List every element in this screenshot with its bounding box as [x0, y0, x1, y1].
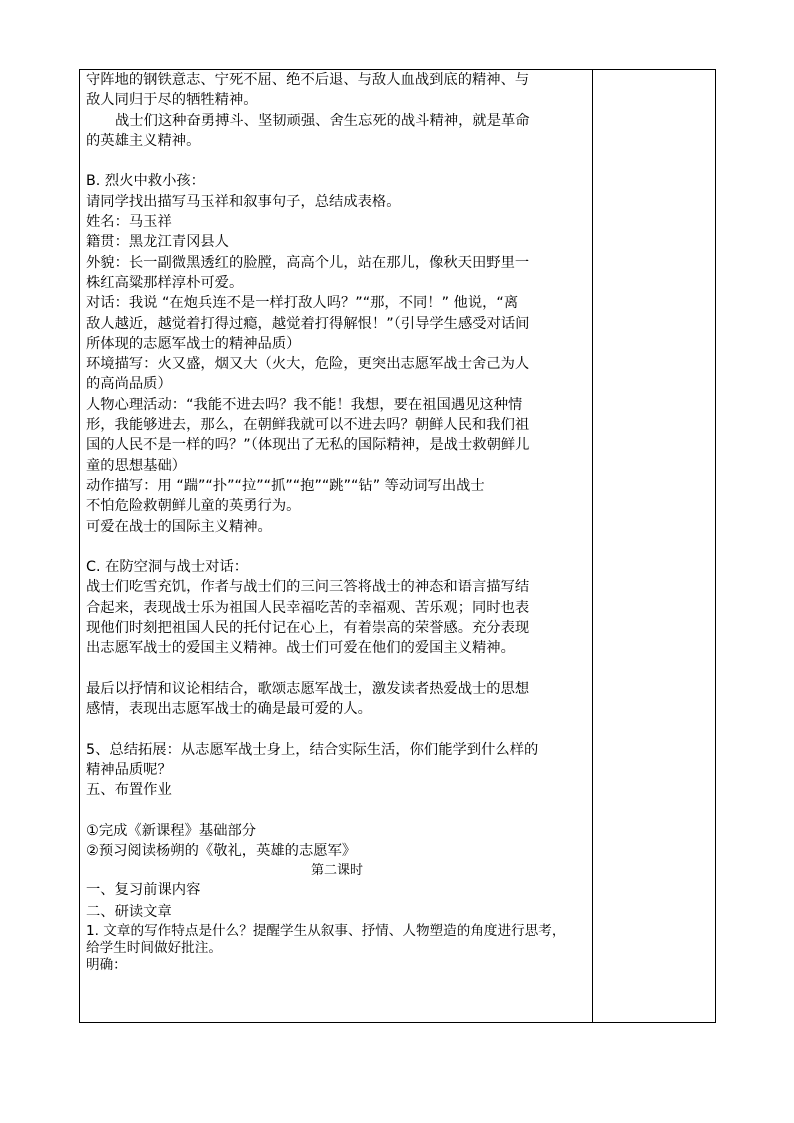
text-line: 人物心理活动：“我能不进去吗？我不能！我想，要在祖国遇见这种情 — [86, 396, 523, 413]
text-line: 的英雄主义精神。 — [86, 132, 201, 149]
text-line: 敌人同归于尽的牺牲精神。 — [86, 92, 258, 109]
text-line: 对话：我说 “在炮兵连不是一样打敌人吗？”“那，不同！” 他说，“离 — [86, 295, 519, 312]
text-line: 战士们吃雪充饥，作者与战士们的三问三答将战士的神态和语言描写结 — [86, 579, 530, 596]
text-line: 不怕危险救朝鲜儿童的英勇行为。 — [86, 498, 301, 515]
lesson-plan-content — [86, 70, 588, 974]
text-line: 守阵地的钢铁意志、宁死不屈、绝不后退、与敌人血战到底的精神、与 — [86, 72, 530, 88]
text-line: 1. 文章的写作特点是什么？提醒学生从叙事、抒情、人物塑造的角度进行思考， — [86, 922, 566, 939]
lesson2-title: 第二课时 — [310, 862, 363, 878]
text-line: 株红高粱那样淳朴可爱。 — [86, 274, 244, 291]
text-line: 的高尚品质） — [86, 376, 172, 393]
text-line: 给学生时间做好批注。 — [86, 939, 222, 956]
text-line: 国的人民不是一样的吗？”（体现出了无私的国际精神，是战士救朝鲜儿 — [86, 437, 530, 454]
text-line: 5、总结拓展：从志愿军战士身上，结合实际生活，你们能学到什么样的 — [86, 741, 539, 758]
text-line: 籍贯：黑龙江青冈县人 — [86, 234, 229, 251]
text-line: 所体现的志愿军战士的精神品质） — [86, 335, 301, 352]
text-line: 出志愿军战士的爱国主义精神。战士们可爱在他们的爱国主义精神。 — [86, 640, 515, 657]
text-line: 二、研读文章 — [86, 903, 172, 920]
text-line: 合起来，表现战士乐为祖国人民幸福吃苦的幸福观、苦乐观；同时也表 — [86, 599, 530, 616]
homework-item: ①完成《新课程》基础部分 — [86, 822, 257, 839]
text-line: 现他们时刻把祖国人民的托付记在心上，有着崇高的荣誉感。充分表现 — [86, 620, 530, 637]
text-line: 形，我能够进去，那么，在朝鲜我就可以不进去吗？朝鲜人民和我们祖 — [86, 417, 530, 434]
text-line: 动作描写：用 “踹”“扑”“拉”“抓”“抱”“跳”“钻” 等动词写出战士 — [86, 477, 485, 494]
text-line: 精神品质呢？ — [86, 762, 172, 779]
text-line: 明确： — [86, 956, 127, 973]
table-column-divider — [592, 69, 593, 1023]
text-line: 可爱在战士的国际主义精神。 — [86, 518, 272, 535]
text-line: 请同学找出描写马玉祥和叙事句子，总结成表格。 — [86, 193, 401, 210]
text-line: 感情，表现出志愿军战士的确是最可爱的人。 — [86, 701, 372, 718]
text-line: 环境描写：火又盛，烟又大（火大，危险，更突出志愿军战士舍己为人 — [86, 356, 530, 373]
text-line: 敌人越近，越觉着打得过瘾，越觉着打得解恨！”（引导学生感受对话间 — [86, 315, 530, 332]
text-line: 外貌：长一副微黑透红的脸膛，高高个儿，站在那儿，像秋天田野里一 — [86, 254, 530, 271]
homework-item: ②预习阅读杨朔的《敬礼，英雄的志愿军》 — [86, 843, 357, 860]
text-line: 童的思想基础） — [86, 457, 187, 474]
text-line: 姓名：马玉祥 — [86, 214, 172, 231]
section-heading-c: C. 在防空洞与战士对话： — [86, 559, 249, 576]
text-line: 战士们这种奋勇搏斗、坚韧顽强、舍生忘死的战斗精神，就是革命 — [115, 112, 530, 129]
section-heading-homework: 五、布置作业 — [86, 782, 172, 799]
text-line: 一、复习前课内容 — [86, 881, 201, 898]
section-heading-b: B. 烈火中救小孩： — [86, 173, 205, 190]
text-line: 最后以抒情和议论相结合，歌颂志愿军战士，激发读者热爱战士的思想 — [86, 680, 530, 697]
